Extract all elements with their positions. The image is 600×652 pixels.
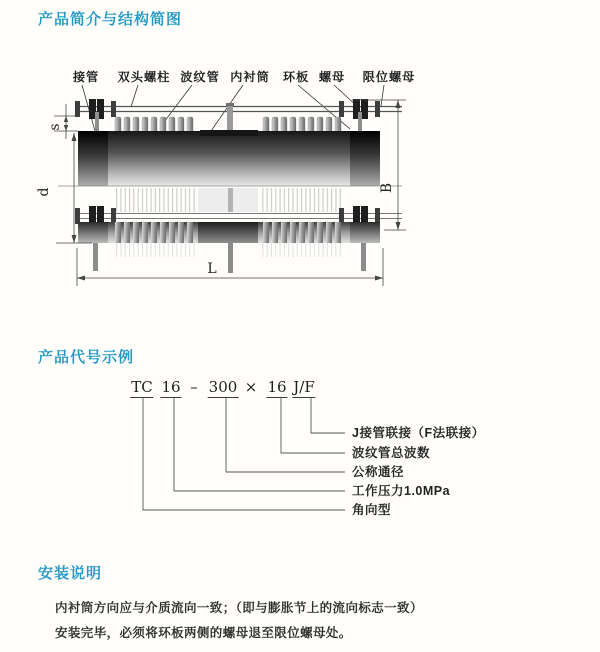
code-seg-pressure: 16 bbox=[161, 378, 181, 396]
code-seg-connection: J/F bbox=[293, 378, 315, 396]
code-seg-diameter: 300 bbox=[208, 378, 238, 396]
intro-section-heading: 产品简介与结构简图 bbox=[38, 11, 183, 28]
label-inner-liner: 内衬筒 bbox=[230, 70, 270, 84]
label-ring-plate: 环板 bbox=[282, 70, 310, 84]
code-seg-times: × bbox=[244, 378, 258, 396]
code-legend-lines bbox=[0, 395, 600, 520]
label-nut: 螺母 bbox=[318, 70, 346, 84]
dim-label-L: L bbox=[207, 261, 217, 277]
code-seg-type: TC bbox=[131, 378, 153, 396]
lower-section bbox=[75, 188, 402, 273]
code-section-heading: 产品代号示例 bbox=[38, 349, 135, 366]
legend-angular-type: 角向型 bbox=[352, 503, 392, 517]
structure-diagram bbox=[0, 60, 600, 300]
install-note-line2: 安装完毕，必须将环板两侧的螺母退至限位螺母处。 bbox=[55, 626, 352, 640]
legend-wave-count: 波纹管总波数 bbox=[352, 446, 431, 460]
install-note-line1: 内衬筒方向应与介质流向一致；（即与膨胀节上的流向标志一致） bbox=[55, 601, 423, 615]
label-double-stud: 双头螺柱 bbox=[117, 70, 171, 84]
code-seg-dash: – bbox=[190, 378, 198, 396]
label-connecting-pipe: 接管 bbox=[72, 70, 100, 84]
shell-body bbox=[78, 130, 380, 186]
code-seg-waves: 16 bbox=[267, 378, 287, 396]
label-bellows: 波纹管 bbox=[180, 70, 220, 84]
install-section-heading: 安装说明 bbox=[38, 565, 103, 582]
label-limit-nut: 限位螺母 bbox=[362, 70, 416, 84]
legend-diameter: 公称通径 bbox=[352, 465, 405, 479]
dim-label-d: d bbox=[36, 187, 52, 197]
dim-label-s: s bbox=[47, 123, 63, 131]
legend-connection: J接管联接（F法联接） bbox=[352, 426, 485, 440]
dim-label-B: B bbox=[379, 182, 395, 194]
legend-pressure: 工作压力1.0MPa bbox=[352, 484, 451, 498]
